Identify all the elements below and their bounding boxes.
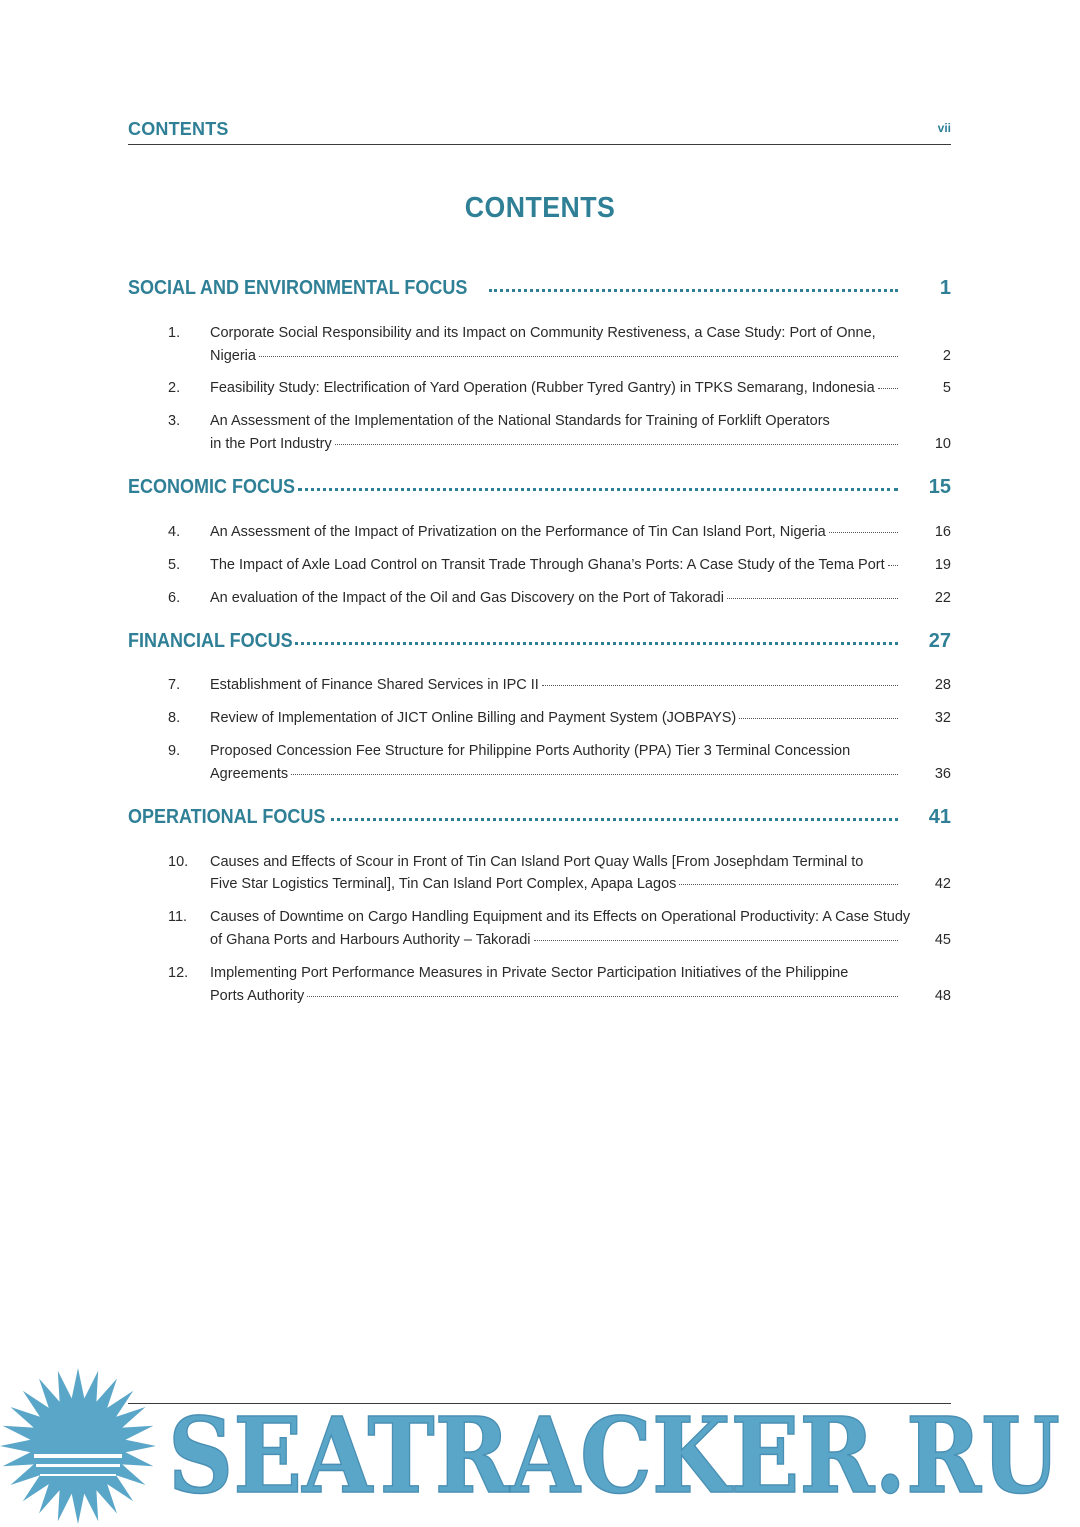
entry-title: An evaluation of the Impact of the Oil and Gas Discovery on the Port of Takoradi [210,590,724,606]
section-title: OPERATIONAL FOCUS [128,806,326,828]
toc-entry-1[interactable] [128,325,951,371]
leader-dots [335,444,898,445]
leader-dots [489,289,898,292]
toc-entry-10[interactable] [128,854,951,900]
entry-number: 12. [168,965,189,981]
entry-title-line2: in the Port Industry [210,436,332,452]
entry-number: 7. [168,677,181,693]
leader-dots [542,685,898,686]
entry-page: 19 [934,557,951,573]
leader-dots [829,532,898,533]
entry-page: 22 [934,590,951,606]
entry-title-line2: Ports Authority [210,988,305,1004]
entry-page: 42 [934,876,951,892]
entry-page: 28 [934,677,951,693]
leader-dots [679,884,898,885]
toc-entry-2[interactable] [128,380,951,403]
section-title: FINANCIAL FOCUS [128,630,293,652]
section-heading-economic[interactable] [128,476,951,506]
leader-dots [878,388,898,389]
leader-dots [298,488,898,491]
entry-page: 48 [934,988,951,1004]
running-head-title: CONTENTS [128,119,229,139]
entry-title-line2: Five Star Logistics Terminal], Tin Can Island Port Complex, Apapa Lagos [210,876,677,892]
entry-page: 2 [942,348,951,364]
leader-dots [331,818,898,821]
entry-title-line1: Proposed Concession Fee Structure for Philippine Ports Authority (PPA) Tier 3 Terminal Concession [210,743,851,759]
toc-entry-7[interactable] [128,677,951,700]
entry-title: Establishment of Finance Shared Services in IPC II [210,677,539,693]
entry-title: An Assessment of the Impact of Privatization on the Performance of Tin Can Island Port, Nigeria [210,524,826,540]
leader-dots [307,996,898,997]
entry-number: 10. [168,854,189,870]
leader-dots [888,565,898,566]
sun-icon [0,1368,156,1524]
entry-number: 9. [168,743,181,759]
toc-entry-6[interactable] [128,590,951,613]
entry-page: 10 [934,436,951,452]
entry-title-line1: An Assessment of the Implementation of the National Standards for Training of Forklift Operators [210,413,830,429]
section-heading-social[interactable] [128,277,951,307]
leader-dots [295,642,898,645]
entry-number: 1. [168,325,181,341]
entry-title: The Impact of Axle Load Control on Transit Trade Through Ghana’s Ports: A Case Study of the Tema Port [210,557,885,573]
section-page: 41 [928,806,951,828]
entry-title-line2: Nigeria [210,348,256,364]
section-page: 27 [928,630,951,652]
toc-entry-3[interactable] [128,413,951,459]
section-title: SOCIAL AND ENVIRONMENTAL FOCUS [128,277,468,299]
entry-number: 4. [168,524,181,540]
entry-title-line2: Agreements [210,766,289,782]
entry-title-line1: Causes and Effects of Scour in Front of Tin Can Island Port Quay Walls [From Josephdam Terminal to [210,854,864,870]
toc-entry-5[interactable] [128,557,951,580]
leader-dots [727,598,898,599]
entry-number: 11. [168,909,188,925]
section-title: ECONOMIC FOCUS [128,476,296,498]
watermark-text: SEATRACKER.RU [168,1394,1060,1517]
section-heading-operational[interactable] [128,806,951,836]
entry-title-line2: of Ghana Ports and Harbours Authority – Takoradi [210,932,531,948]
entry-page: 45 [934,932,951,948]
entry-title-line1: Implementing Port Performance Measures in Private Sector Participation Initiatives of the Philippine [210,965,849,981]
entry-title-line1: Causes of Downtime on Cargo Handling Equipment and its Effects on Operational Productivity: A Case Study [210,909,911,925]
entry-page: 36 [934,766,951,782]
leader-dots [291,774,898,775]
section-page: 15 [928,476,951,498]
toc-entry-11[interactable] [128,909,951,955]
toc-entry-9[interactable] [128,743,951,789]
entry-title-line1: Corporate Social Responsibility and its Impact on Community Restiveness, a Case Study: Port of Onne, [210,325,876,341]
toc-entry-8[interactable] [128,710,951,733]
entry-number: 5. [168,557,181,573]
leader-dots [534,940,898,941]
toc-entry-12[interactable] [128,965,951,1011]
section-heading-financial[interactable] [128,630,951,660]
page-title: CONTENTS [464,192,616,224]
entry-number: 6. [168,590,181,606]
running-head [128,118,951,145]
watermark-logo [0,1368,1080,1527]
leader-dots [739,718,898,719]
entry-number: 2. [168,380,181,396]
running-head-page-number: vii [937,121,951,135]
toc-entry-4[interactable] [128,524,951,547]
section-page: 1 [939,277,951,299]
entry-number: 3. [168,413,181,429]
entry-title: Feasibility Study: Electrification of Yard Operation (Rubber Tyred Gantry) in TPKS Semarang, Indonesia [210,380,875,396]
entry-page: 5 [942,380,951,396]
entry-number: 8. [168,710,181,726]
entry-page: 16 [934,524,951,540]
entry-page: 32 [934,710,951,726]
entry-title: Review of Implementation of JICT Online Billing and Payment System (JOBPAYS) [210,710,737,726]
leader-dots [259,356,898,357]
